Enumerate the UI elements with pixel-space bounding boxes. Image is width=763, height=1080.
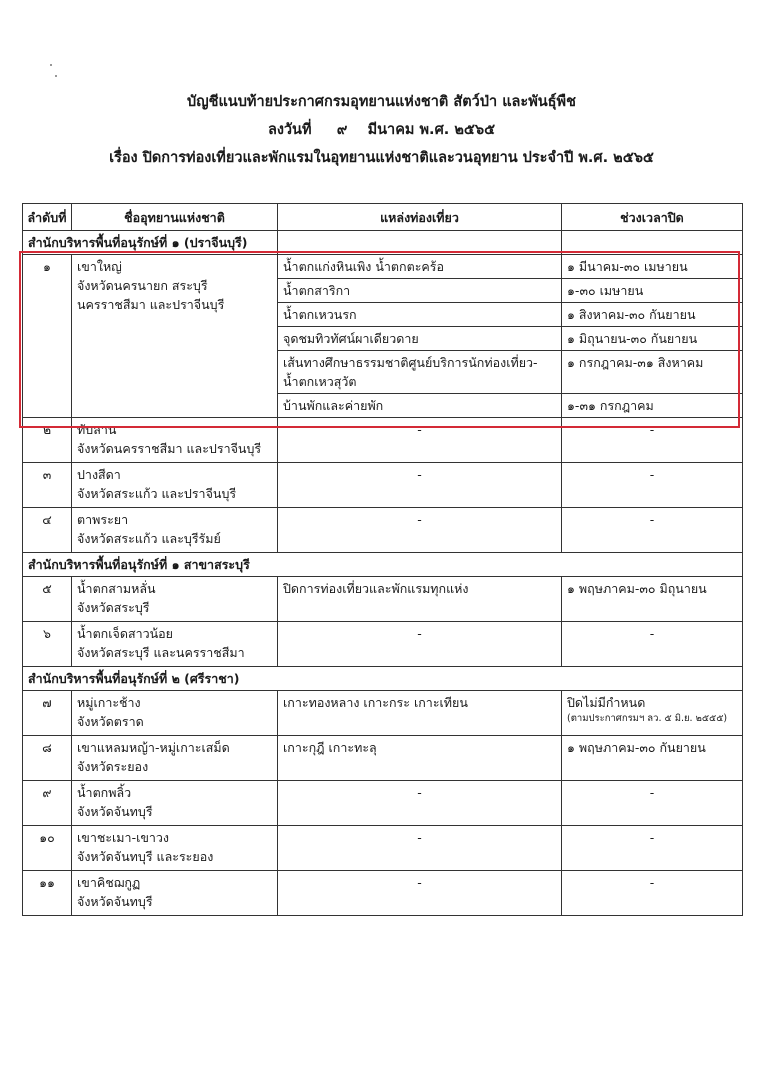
period-cell: - xyxy=(562,463,743,508)
table-row xyxy=(23,691,743,736)
table-row xyxy=(23,736,743,781)
attraction-item: น้ำตกเหวนรก xyxy=(278,303,561,327)
section-title: สำนักบริหารพื้นที่อนุรักษ์ที่ ๒ (ศรีราชา) xyxy=(23,667,743,691)
park-province: จังหวัดสระบุรี xyxy=(77,600,150,615)
attraction-cell: ปิดการท่องเที่ยวและพักแรมทุกแห่ง xyxy=(278,577,562,622)
park-name: หมู่เกาะช้าง xyxy=(77,695,141,710)
scan-speck xyxy=(55,75,57,77)
section-row xyxy=(23,231,743,255)
header-subject: เรื่อง ปิดการท่องเที่ยวและพักแรมในอุทยานแห่งชาติและวนอุทยาน ประจำปี พ.ศ. ๒๕๖๕ xyxy=(109,150,654,166)
attraction-item: น้ำตกสาริกา xyxy=(278,279,561,303)
park-cell xyxy=(72,463,278,508)
attraction-cell: - xyxy=(278,463,562,508)
attraction-cell: - xyxy=(278,418,562,463)
table-row xyxy=(23,255,743,418)
park-province: จังหวัดจันทบุรี xyxy=(77,804,153,819)
attraction-item: จุดชมทิวทัศน์ผาเดียวดาย xyxy=(278,327,561,351)
row-number: ๔ xyxy=(23,508,72,553)
park-province: จังหวัดตราด xyxy=(77,714,144,729)
attraction-item: เส้นทางศึกษาธรรมชาติศูนย์บริการนักท่องเที่ยว-น้ำตกเหวสุวัต xyxy=(278,351,561,394)
row-number: ๓ xyxy=(23,463,72,508)
period-cell: - xyxy=(562,418,743,463)
period-item: ๑ มิถุนายน-๓๐ กันยายน xyxy=(562,327,742,351)
period-item: ๑ มีนาคม-๓๐ เมษายน xyxy=(562,255,742,279)
park-cell xyxy=(72,508,278,553)
row-number: ๑๑ xyxy=(23,871,72,916)
column-header-park: ชื่ออุทยานแห่งชาติ xyxy=(72,204,278,231)
row-number: ๑๐ xyxy=(23,826,72,871)
park-name: เขาชะเมา-เขาวง xyxy=(77,830,170,845)
park-name: น้ำตกสามหลั่น xyxy=(77,581,156,596)
table-row xyxy=(23,826,743,871)
section-row xyxy=(23,553,743,577)
period-text: ปิดไม่มีกำหนด xyxy=(567,695,646,710)
attraction-cell: - xyxy=(278,826,562,871)
row-number: ๗ xyxy=(23,691,72,736)
attraction-cell: - xyxy=(278,622,562,667)
period-cell: ๑ พฤษภาคม-๓๐ มิถุนายน xyxy=(562,577,743,622)
park-cell xyxy=(72,577,278,622)
row-number: ๑ xyxy=(23,255,72,418)
column-header-no: ลำดับที่ xyxy=(23,204,72,231)
table-row xyxy=(23,622,743,667)
period-cell: - xyxy=(562,622,743,667)
park-name: ทับลาน xyxy=(77,422,117,437)
row-number: ๒ xyxy=(23,418,72,463)
period-list xyxy=(562,255,743,418)
section-title: สำนักบริหารพื้นที่อนุรักษ์ที่ ๑ (ปราจีนบุรี) xyxy=(23,231,278,255)
table-row xyxy=(23,463,743,508)
closure-schedule-table xyxy=(22,203,743,916)
park-name: เขาใหญ่ xyxy=(77,259,122,274)
row-number: ๖ xyxy=(23,622,72,667)
park-name: ตาพระยา xyxy=(77,512,129,527)
period-note: (ตามประกาศกรมฯ ลว. ๕ มิ.ย. ๒๕๕๕) xyxy=(567,713,728,724)
period-cell: ๑ พฤษภาคม-๓๐ กันยายน xyxy=(562,736,743,781)
park-cell xyxy=(72,871,278,916)
table-row xyxy=(23,508,743,553)
park-cell xyxy=(72,622,278,667)
park-province: จังหวัดระยอง xyxy=(77,759,149,774)
row-number: ๘ xyxy=(23,736,72,781)
header-date: ลงวันที่ ๙ มีนาคม พ.ศ. ๒๕๖๕ xyxy=(267,122,496,138)
attraction-cell: - xyxy=(278,508,562,553)
period-item: ๑-๓๐ เมษายน xyxy=(562,279,742,303)
park-cell xyxy=(72,826,278,871)
park-province: จังหวัดสระแก้ว และบุรีรัมย์ xyxy=(77,531,221,546)
park-name: น้ำตกพลิ้ว xyxy=(77,785,132,800)
park-cell xyxy=(72,691,278,736)
header-title: บัญชีแนบท้ายประกาศกรมอุทยานแห่งชาติ สัตว์ป่า และพันธุ์พืช xyxy=(187,94,576,110)
table-row xyxy=(23,871,743,916)
period-item: ๑ สิงหาคม-๓๐ กันยายน xyxy=(562,303,742,327)
section-row xyxy=(23,667,743,691)
document-header xyxy=(0,88,763,172)
row-number: ๕ xyxy=(23,577,72,622)
park-cell xyxy=(72,255,278,418)
period-item: ๑ กรกฎาคม-๓๑ สิงหาคม xyxy=(562,351,742,394)
park-province: จังหวัดจันทบุรี xyxy=(77,894,153,909)
period-cell: - xyxy=(562,781,743,826)
period-cell: - xyxy=(562,508,743,553)
section-title: สำนักบริหารพื้นที่อนุรักษ์ที่ ๑ สาขาสระบุรี xyxy=(23,553,743,577)
column-header-period: ช่วงเวลาปิด xyxy=(562,204,743,231)
park-province: จังหวัดนครราชสีมา และปราจีนบุรี xyxy=(77,441,262,456)
row-number: ๙ xyxy=(23,781,72,826)
period-cell: - xyxy=(562,826,743,871)
park-cell xyxy=(72,781,278,826)
period-cell: - xyxy=(562,871,743,916)
attraction-item: บ้านพักและค่ายพัก xyxy=(283,398,384,413)
attraction-cell: เกาะกุฎี เกาะทะลุ xyxy=(278,736,562,781)
park-province: จังหวัดจันทบุรี และระยอง xyxy=(77,849,214,864)
attraction-item: น้ำตกแก่งหินเพิง น้ำตกตะคร้อ xyxy=(278,255,561,279)
park-name: น้ำตกเจ็ดสาวน้อย xyxy=(77,626,174,641)
attraction-cell: เกาะทองหลาง เกาะกระ เกาะเทียน xyxy=(278,691,562,736)
attraction-cell: - xyxy=(278,781,562,826)
park-name: เขาคิชฌกูฏ xyxy=(77,875,141,890)
park-cell xyxy=(72,736,278,781)
park-province: จังหวัดนครนายก สระบุรี นครราชสีมา และปราจีนบุรี xyxy=(77,278,225,312)
park-province: จังหวัดสระบุรี และนครราชสีมา xyxy=(77,645,245,660)
column-header-attraction: แหล่งท่องเที่ยว xyxy=(278,204,562,231)
period-cell xyxy=(562,691,743,736)
scan-speck xyxy=(50,64,52,66)
park-name: ปางสีดา xyxy=(77,467,121,482)
attraction-cell: - xyxy=(278,871,562,916)
table-row xyxy=(23,781,743,826)
period-item: ๑-๓๑ กรกฎาคม xyxy=(567,398,654,413)
park-province: จังหวัดสระแก้ว และปราจีนบุรี xyxy=(77,486,237,501)
table-row xyxy=(23,577,743,622)
park-name: เขาแหลมหญ้า-หมู่เกาะเสม็ด xyxy=(77,740,230,755)
attraction-list xyxy=(278,255,562,418)
table-header-row xyxy=(23,204,743,231)
park-cell xyxy=(72,418,278,463)
table-row xyxy=(23,418,743,463)
